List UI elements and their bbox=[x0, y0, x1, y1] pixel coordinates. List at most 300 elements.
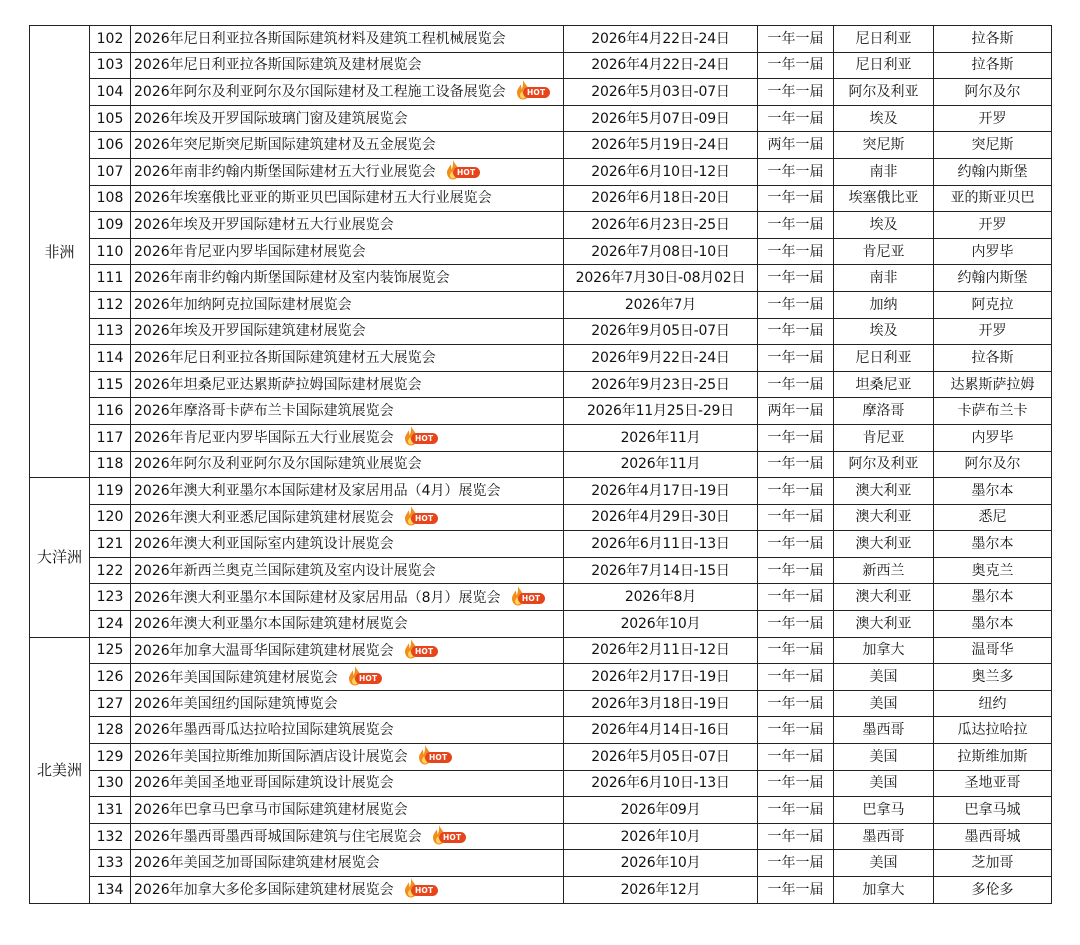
exhibition-city-cell bbox=[934, 478, 1052, 505]
exhibition-date-cell bbox=[564, 26, 758, 53]
exhibition-country-cell bbox=[834, 770, 934, 797]
exhibition-name: 2026年埃及开罗国际建筑建材展览会 bbox=[134, 323, 366, 340]
exhibition-frequency: 一年一届 bbox=[767, 775, 824, 792]
exhibition-country-cell bbox=[834, 744, 934, 771]
exhibition-city: 拉斯维加斯 bbox=[957, 748, 1028, 765]
exhibition-frequency: 一年一届 bbox=[767, 429, 824, 446]
exhibition-city: 奥克兰 bbox=[971, 562, 1014, 579]
exhibition-date: 2026年3月18日-19日 bbox=[591, 695, 730, 712]
exhibition-country: 突尼斯 bbox=[862, 137, 905, 154]
exhibition-country: 澳大利亚 bbox=[855, 615, 912, 632]
exhibition-city: 墨尔本 bbox=[971, 482, 1014, 499]
table-row bbox=[30, 850, 1052, 877]
row-number-cell bbox=[90, 478, 131, 505]
exhibition-date-cell bbox=[564, 770, 758, 797]
exhibition-city: 墨西哥城 bbox=[964, 828, 1021, 845]
exhibition-country-cell bbox=[834, 318, 934, 345]
table-row bbox=[30, 664, 1052, 691]
row-number-cell bbox=[90, 611, 131, 638]
exhibition-name-cell bbox=[131, 318, 564, 345]
exhibition-city: 阿克拉 bbox=[971, 296, 1014, 313]
exhibition-name: 2026年美国纽约国际建筑博览会 bbox=[134, 695, 338, 712]
hot-label: HOT bbox=[411, 513, 438, 524]
row-number-cell bbox=[90, 132, 131, 159]
exhibition-date: 2026年4月22日-24日 bbox=[591, 57, 730, 74]
exhibition-country: 新西兰 bbox=[862, 562, 905, 579]
row-number-cell bbox=[90, 797, 131, 824]
exhibition-city-cell bbox=[934, 557, 1052, 584]
exhibition-city-cell bbox=[934, 770, 1052, 797]
table-row bbox=[30, 238, 1052, 265]
row-number-cell bbox=[90, 398, 131, 425]
exhibition-country-cell bbox=[834, 850, 934, 877]
hot-badge bbox=[511, 589, 545, 605]
exhibition-city-cell bbox=[934, 424, 1052, 451]
exhibition-country: 美国 bbox=[869, 669, 898, 686]
exhibition-name-cell bbox=[131, 877, 564, 904]
exhibition-country-cell bbox=[834, 611, 934, 638]
exhibition-date: 2026年4月29日-30日 bbox=[591, 509, 730, 526]
exhibition-frequency-cell bbox=[758, 132, 834, 159]
exhibition-name: 2026年墨西哥瓜达拉哈拉国际建筑展览会 bbox=[134, 722, 394, 739]
exhibition-name-cell bbox=[131, 478, 564, 505]
exhibition-date-cell bbox=[564, 664, 758, 691]
exhibition-frequency-cell bbox=[758, 637, 834, 664]
exhibition-country: 埃及 bbox=[869, 216, 898, 233]
exhibition-country-cell bbox=[834, 797, 934, 824]
exhibition-frequency-cell bbox=[758, 690, 834, 717]
exhibition-city: 开罗 bbox=[978, 216, 1007, 233]
exhibition-frequency-cell bbox=[758, 238, 834, 265]
exhibition-frequency: 一年一届 bbox=[767, 615, 824, 632]
exhibition-city: 开罗 bbox=[978, 110, 1007, 127]
exhibition-date: 2026年6月10日-12日 bbox=[591, 163, 730, 180]
exhibition-frequency-cell bbox=[758, 212, 834, 239]
table-row bbox=[30, 584, 1052, 611]
exhibition-city-cell bbox=[934, 504, 1052, 531]
exhibition-name-cell bbox=[131, 105, 564, 132]
exhibition-date: 2026年09月 bbox=[620, 802, 701, 819]
exhibition-frequency: 一年一届 bbox=[767, 323, 824, 340]
table-row bbox=[30, 770, 1052, 797]
exhibition-city-cell bbox=[934, 52, 1052, 79]
row-number-cell bbox=[90, 717, 131, 744]
exhibition-city-cell bbox=[934, 238, 1052, 265]
row-number: 108 bbox=[96, 190, 124, 207]
row-number-cell bbox=[90, 451, 131, 478]
exhibition-name: 2026年澳大利亚墨尔本国际建材及家居用品（4月）展览会 bbox=[134, 482, 501, 499]
exhibition-date: 2026年11月 bbox=[620, 456, 701, 473]
exhibition-date-cell bbox=[564, 371, 758, 398]
exhibition-date-cell bbox=[564, 584, 758, 611]
exhibition-country-cell bbox=[834, 664, 934, 691]
exhibition-frequency-cell bbox=[758, 531, 834, 558]
exhibition-country: 尼日利亚 bbox=[855, 57, 912, 74]
exhibition-frequency: 一年一届 bbox=[767, 748, 824, 765]
row-number: 114 bbox=[96, 349, 124, 366]
exhibition-city: 阿尔及尔 bbox=[964, 83, 1021, 100]
exhibition-frequency: 一年一届 bbox=[767, 456, 824, 473]
exhibition-country-cell bbox=[834, 451, 934, 478]
exhibition-city-cell bbox=[934, 318, 1052, 345]
table-row bbox=[30, 424, 1052, 451]
hot-badge bbox=[418, 748, 452, 764]
row-number-cell bbox=[90, 504, 131, 531]
exhibition-name: 2026年尼日利亚拉各斯国际建筑材料及建筑工程机械展览会 bbox=[134, 30, 506, 47]
exhibition-name: 2026年美国拉斯维加斯国际酒店设计展览会 bbox=[134, 749, 408, 766]
exhibition-date: 2026年4月14日-16日 bbox=[591, 722, 730, 739]
exhibition-frequency: 一年一届 bbox=[767, 83, 824, 100]
row-number-cell bbox=[90, 744, 131, 771]
exhibition-country-cell bbox=[834, 557, 934, 584]
exhibition-frequency: 一年一届 bbox=[767, 163, 824, 180]
exhibition-country: 澳大利亚 bbox=[855, 589, 912, 606]
row-number: 104 bbox=[96, 83, 124, 100]
exhibition-city: 瓜达拉哈拉 bbox=[957, 722, 1028, 739]
exhibition-city: 芝加哥 bbox=[971, 855, 1014, 872]
exhibition-country-cell bbox=[834, 637, 934, 664]
exhibition-name-cell bbox=[131, 823, 564, 850]
table-row bbox=[30, 132, 1052, 159]
exhibition-date-cell bbox=[564, 158, 758, 185]
exhibition-date: 2026年2月11日-12日 bbox=[591, 642, 730, 659]
exhibition-date: 2026年6月18日-20日 bbox=[591, 190, 730, 207]
exhibition-country-cell bbox=[834, 424, 934, 451]
exhibition-city: 达累斯萨拉姆 bbox=[950, 376, 1035, 393]
exhibition-city: 拉各斯 bbox=[971, 57, 1014, 74]
exhibition-frequency-cell bbox=[758, 557, 834, 584]
exhibition-name: 2026年美国国际建筑建材展览会 bbox=[134, 669, 338, 686]
exhibition-frequency: 一年一届 bbox=[767, 57, 824, 74]
exhibition-frequency-cell bbox=[758, 424, 834, 451]
exhibition-frequency: 一年一届 bbox=[767, 642, 824, 659]
exhibition-frequency: 一年一届 bbox=[767, 509, 824, 526]
exhibition-date: 2026年2月17日-19日 bbox=[591, 669, 730, 686]
exhibition-country: 阿尔及利亚 bbox=[848, 456, 919, 473]
exhibition-date-cell bbox=[564, 451, 758, 478]
exhibition-frequency: 一年一届 bbox=[767, 110, 824, 127]
exhibition-date: 2026年6月11日-13日 bbox=[591, 536, 730, 553]
exhibition-city: 内罗毕 bbox=[971, 243, 1014, 260]
exhibition-date-cell bbox=[564, 318, 758, 345]
exhibition-country: 美国 bbox=[869, 695, 898, 712]
row-number: 119 bbox=[96, 482, 124, 499]
exhibition-name-cell bbox=[131, 52, 564, 79]
exhibition-city-cell bbox=[934, 690, 1052, 717]
row-number: 110 bbox=[96, 243, 124, 260]
table-row bbox=[30, 744, 1052, 771]
table-row bbox=[30, 557, 1052, 584]
exhibition-name: 2026年墨西哥墨西哥城国际建筑与住宅展览会 bbox=[134, 829, 422, 846]
row-number-cell bbox=[90, 265, 131, 292]
exhibition-date: 2026年8月 bbox=[624, 589, 697, 606]
exhibition-frequency-cell bbox=[758, 158, 834, 185]
exhibition-date: 2026年6月23日-25日 bbox=[591, 216, 730, 233]
exhibition-date: 2026年7月 bbox=[624, 296, 697, 313]
exhibition-frequency: 一年一届 bbox=[767, 589, 824, 606]
exhibition-country: 墨西哥 bbox=[862, 828, 905, 845]
row-number-cell bbox=[90, 823, 131, 850]
exhibition-date-cell bbox=[564, 611, 758, 638]
exhibition-date: 2026年5月05日-07日 bbox=[591, 748, 730, 765]
exhibition-name: 2026年肯尼亚内罗毕国际五大行业展览会 bbox=[134, 430, 394, 447]
exhibition-name: 2026年美国芝加哥国际建筑建材展览会 bbox=[134, 855, 380, 872]
exhibition-frequency-cell bbox=[758, 584, 834, 611]
exhibition-country: 摩洛哥 bbox=[862, 403, 905, 420]
exhibition-country-cell bbox=[834, 531, 934, 558]
exhibition-frequency: 一年一届 bbox=[767, 855, 824, 872]
exhibition-table bbox=[29, 25, 1052, 904]
exhibition-frequency: 一年一届 bbox=[767, 695, 824, 712]
exhibition-city: 巴拿马城 bbox=[964, 802, 1021, 819]
exhibition-frequency-cell bbox=[758, 770, 834, 797]
table-row bbox=[30, 797, 1052, 824]
exhibition-frequency-cell bbox=[758, 850, 834, 877]
exhibition-frequency: 一年一届 bbox=[767, 270, 824, 287]
exhibition-country-cell bbox=[834, 238, 934, 265]
exhibition-date: 2026年9月22日-24日 bbox=[591, 349, 730, 366]
exhibition-country: 墨西哥 bbox=[862, 722, 905, 739]
exhibition-country: 巴拿马 bbox=[862, 802, 905, 819]
table-row bbox=[30, 52, 1052, 79]
hot-badge bbox=[404, 642, 438, 658]
exhibition-date: 2026年7月08日-10日 bbox=[591, 243, 730, 260]
exhibition-frequency-cell bbox=[758, 611, 834, 638]
row-number-cell bbox=[90, 877, 131, 904]
exhibition-country-cell bbox=[834, 717, 934, 744]
row-number: 111 bbox=[96, 270, 124, 287]
table-row bbox=[30, 637, 1052, 664]
exhibition-frequency-cell bbox=[758, 371, 834, 398]
exhibition-city: 圣地亚哥 bbox=[964, 775, 1021, 792]
row-number: 113 bbox=[96, 323, 124, 340]
exhibition-country-cell bbox=[834, 877, 934, 904]
exhibition-city-cell bbox=[934, 79, 1052, 106]
exhibition-city-cell bbox=[934, 26, 1052, 53]
row-number: 122 bbox=[96, 562, 124, 579]
exhibition-date-cell bbox=[564, 52, 758, 79]
exhibition-city-cell bbox=[934, 823, 1052, 850]
row-number: 132 bbox=[96, 828, 124, 845]
exhibition-frequency-cell bbox=[758, 318, 834, 345]
exhibition-city: 墨尔本 bbox=[971, 589, 1014, 606]
exhibition-city: 拉各斯 bbox=[971, 30, 1014, 47]
row-number: 109 bbox=[96, 216, 124, 233]
exhibition-date-cell bbox=[564, 850, 758, 877]
exhibition-date: 2026年7月14日-15日 bbox=[591, 562, 730, 579]
exhibition-frequency-cell bbox=[758, 744, 834, 771]
exhibition-city-cell bbox=[934, 797, 1052, 824]
table-row bbox=[30, 877, 1052, 904]
exhibition-name-cell bbox=[131, 424, 564, 451]
hot-badge bbox=[404, 881, 438, 897]
exhibition-city-cell bbox=[934, 584, 1052, 611]
exhibition-frequency: 一年一届 bbox=[767, 482, 824, 499]
exhibition-city: 卡萨布兰卡 bbox=[957, 403, 1028, 420]
exhibition-name-cell bbox=[131, 345, 564, 372]
exhibition-city-cell bbox=[934, 637, 1052, 664]
exhibition-country: 坦桑尼亚 bbox=[855, 376, 912, 393]
hot-label: HOT bbox=[439, 832, 466, 843]
row-number: 123 bbox=[96, 589, 124, 606]
exhibition-name-cell bbox=[131, 850, 564, 877]
exhibition-city: 约翰内斯堡 bbox=[957, 270, 1028, 287]
row-number: 106 bbox=[96, 137, 124, 154]
exhibition-city: 亚的斯亚贝巴 bbox=[950, 190, 1035, 207]
exhibition-frequency-cell bbox=[758, 79, 834, 106]
table-row bbox=[30, 371, 1052, 398]
exhibition-city: 多伦多 bbox=[971, 881, 1014, 898]
exhibition-frequency: 一年一届 bbox=[767, 216, 824, 233]
hot-label: HOT bbox=[425, 752, 452, 763]
exhibition-name: 2026年埃及开罗国际建材五大行业展览会 bbox=[134, 216, 394, 233]
exhibition-date: 2026年5月19日-24日 bbox=[591, 137, 730, 154]
hot-label: HOT bbox=[355, 673, 382, 684]
exhibition-name-cell bbox=[131, 212, 564, 239]
exhibition-name: 2026年新西兰奥克兰国际建筑及室内设计展览会 bbox=[134, 562, 436, 579]
exhibition-name: 2026年澳大利亚墨尔本国际建材及家居用品（8月）展览会 bbox=[134, 589, 501, 606]
exhibition-name-cell bbox=[131, 717, 564, 744]
exhibition-country: 澳大利亚 bbox=[855, 536, 912, 553]
table-row bbox=[30, 345, 1052, 372]
table-row bbox=[30, 185, 1052, 212]
exhibition-date-cell bbox=[564, 690, 758, 717]
exhibition-country: 南非 bbox=[869, 270, 898, 287]
exhibition-country-cell bbox=[834, 26, 934, 53]
exhibition-country: 埃及 bbox=[869, 110, 898, 127]
row-number: 134 bbox=[96, 881, 124, 898]
row-number-cell bbox=[90, 212, 131, 239]
exhibition-name: 2026年加拿大多伦多国际建筑建材展览会 bbox=[134, 882, 394, 899]
table-row bbox=[30, 318, 1052, 345]
exhibition-date: 2026年10月 bbox=[620, 855, 701, 872]
row-number-cell bbox=[90, 238, 131, 265]
table-row bbox=[30, 212, 1052, 239]
exhibition-country-cell bbox=[834, 185, 934, 212]
exhibition-frequency: 一年一届 bbox=[767, 536, 824, 553]
region-cell: 大洋洲 bbox=[30, 478, 90, 638]
exhibition-country: 美国 bbox=[869, 748, 898, 765]
row-number-cell bbox=[90, 664, 131, 691]
hot-label: HOT bbox=[518, 593, 545, 604]
exhibition-city-cell bbox=[934, 398, 1052, 425]
exhibition-name: 2026年突尼斯突尼斯国际建筑建材及五金展览会 bbox=[134, 137, 436, 154]
exhibition-country: 加纳 bbox=[869, 296, 898, 313]
exhibition-country-cell bbox=[834, 52, 934, 79]
exhibition-name: 2026年埃及开罗国际玻璃门窗及建筑展览会 bbox=[134, 110, 408, 127]
exhibition-city: 开罗 bbox=[978, 323, 1007, 340]
hot-badge bbox=[404, 429, 438, 445]
row-number-cell bbox=[90, 185, 131, 212]
exhibition-date: 2026年5月07日-09日 bbox=[591, 110, 730, 127]
exhibition-frequency-cell bbox=[758, 105, 834, 132]
exhibition-name: 2026年南非约翰内斯堡国际建材及室内装饰展览会 bbox=[134, 270, 450, 287]
table-row bbox=[30, 451, 1052, 478]
exhibition-city: 阿尔及尔 bbox=[964, 456, 1021, 473]
exhibition-city-cell bbox=[934, 291, 1052, 318]
exhibition-name: 2026年阿尔及利亚阿尔及尔国际建筑业展览会 bbox=[134, 456, 422, 473]
row-number: 107 bbox=[96, 163, 124, 180]
exhibition-name: 2026年尼日利亚拉各斯国际建筑建材五大展览会 bbox=[134, 349, 436, 366]
exhibition-city-cell bbox=[934, 158, 1052, 185]
exhibition-country: 美国 bbox=[869, 775, 898, 792]
exhibition-date: 2026年9月05日-07日 bbox=[591, 323, 730, 340]
exhibition-country-cell bbox=[834, 212, 934, 239]
exhibition-frequency: 两年一届 bbox=[767, 403, 824, 420]
hot-badge bbox=[516, 83, 550, 99]
exhibition-city-cell bbox=[934, 611, 1052, 638]
exhibition-date: 2026年5月03日-07日 bbox=[591, 83, 730, 100]
exhibition-name: 2026年南非约翰内斯堡国际建材五大行业展览会 bbox=[134, 164, 436, 181]
exhibition-name-cell bbox=[131, 185, 564, 212]
table-row bbox=[30, 611, 1052, 638]
exhibition-frequency-cell bbox=[758, 291, 834, 318]
exhibition-city-cell bbox=[934, 345, 1052, 372]
exhibition-city-cell bbox=[934, 744, 1052, 771]
exhibition-name-cell bbox=[131, 637, 564, 664]
row-number-cell bbox=[90, 79, 131, 106]
exhibition-date-cell bbox=[564, 504, 758, 531]
exhibition-name: 2026年美国圣地亚哥国际建筑设计展览会 bbox=[134, 775, 394, 792]
hot-label: HOT bbox=[453, 167, 480, 178]
row-number: 115 bbox=[96, 376, 124, 393]
exhibition-country-cell bbox=[834, 291, 934, 318]
exhibition-date: 2026年4月22日-24日 bbox=[591, 30, 730, 47]
row-number-cell bbox=[90, 291, 131, 318]
table-row bbox=[30, 478, 1052, 505]
exhibition-city: 拉各斯 bbox=[971, 349, 1014, 366]
exhibition-country-cell bbox=[834, 823, 934, 850]
exhibition-date: 2026年9月23日-25日 bbox=[591, 376, 730, 393]
row-number-cell bbox=[90, 371, 131, 398]
hot-label: HOT bbox=[411, 646, 438, 657]
exhibition-name-cell bbox=[131, 265, 564, 292]
exhibition-name-cell bbox=[131, 238, 564, 265]
exhibition-country: 尼日利亚 bbox=[855, 349, 912, 366]
exhibition-country-cell bbox=[834, 478, 934, 505]
row-number: 129 bbox=[96, 748, 124, 765]
exhibition-frequency: 一年一届 bbox=[767, 349, 824, 366]
exhibition-name-cell bbox=[131, 398, 564, 425]
row-number-cell bbox=[90, 637, 131, 664]
exhibition-city: 悉尼 bbox=[978, 509, 1007, 526]
exhibition-date-cell bbox=[564, 212, 758, 239]
exhibition-country-cell bbox=[834, 690, 934, 717]
exhibition-date: 2026年4月17日-19日 bbox=[591, 482, 730, 499]
exhibition-country-cell bbox=[834, 79, 934, 106]
exhibition-date-cell bbox=[564, 345, 758, 372]
exhibition-country: 肯尼亚 bbox=[862, 243, 905, 260]
table-row bbox=[30, 823, 1052, 850]
exhibition-date: 2026年10月 bbox=[620, 828, 701, 845]
table-row bbox=[30, 398, 1052, 425]
table-row bbox=[30, 26, 1052, 53]
exhibition-city-cell bbox=[934, 451, 1052, 478]
exhibition-city-cell bbox=[934, 132, 1052, 159]
hot-badge bbox=[348, 669, 382, 685]
exhibition-date-cell bbox=[564, 398, 758, 425]
exhibition-date-cell bbox=[564, 291, 758, 318]
exhibition-country-cell bbox=[834, 398, 934, 425]
row-number-cell bbox=[90, 770, 131, 797]
exhibition-name-cell bbox=[131, 584, 564, 611]
exhibition-city-cell bbox=[934, 212, 1052, 239]
exhibition-frequency-cell bbox=[758, 478, 834, 505]
exhibition-date-cell bbox=[564, 424, 758, 451]
hot-label: HOT bbox=[411, 433, 438, 444]
exhibition-country: 南非 bbox=[869, 163, 898, 180]
exhibition-date-cell bbox=[564, 185, 758, 212]
